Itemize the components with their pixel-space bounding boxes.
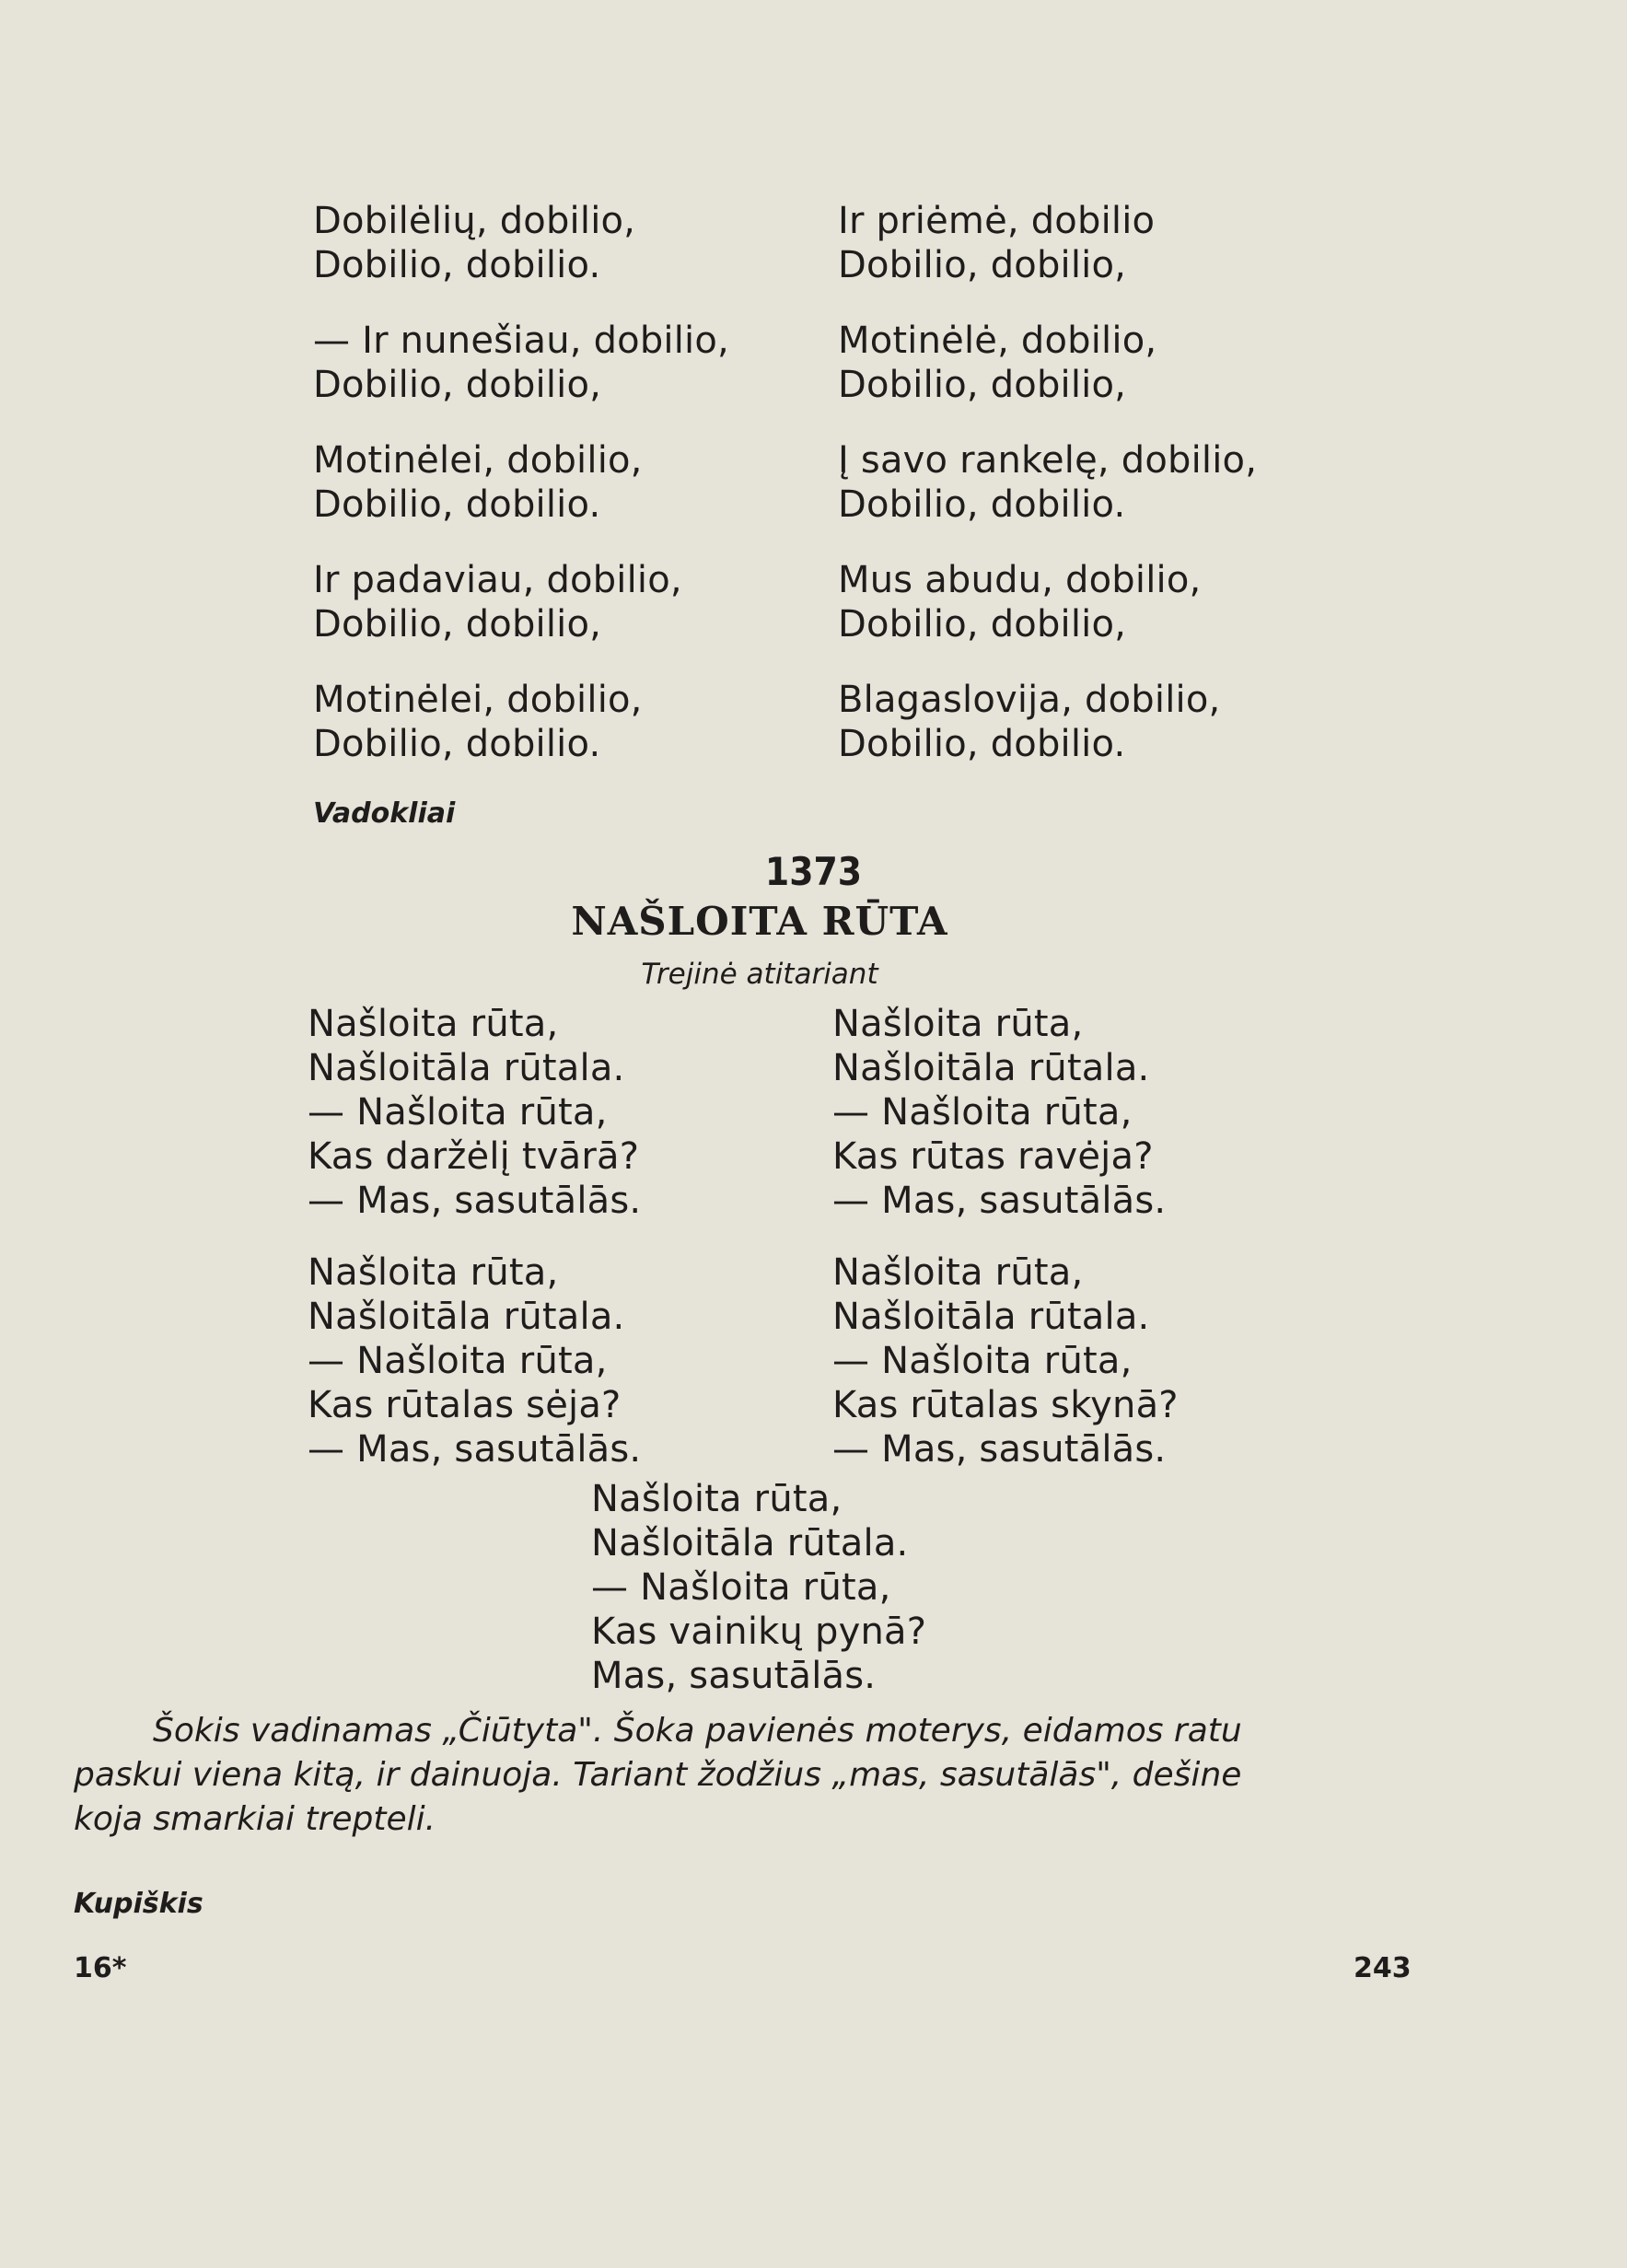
verse-line: Dobilio, dobilio. (838, 483, 1126, 526)
verse-line: Dobilio, dobilio. (838, 723, 1126, 765)
stanza (313, 678, 729, 766)
stanza (832, 1002, 1179, 1223)
verse-line: Našloita rūta, (832, 1251, 1084, 1294)
verse-line: Į savo rankelę, dobilio, (838, 439, 1258, 482)
song-title: NAŠLOITA RŪTA (571, 899, 948, 944)
stanza (832, 1250, 1179, 1471)
verse-line: — Mas, sasutālās. (308, 1428, 642, 1471)
stanza (308, 1250, 641, 1471)
verse-line: — Ir nunešiau, dobilio, (313, 320, 729, 362)
note-line: koja smarkiai trepteli. (74, 1800, 436, 1838)
verse-line: — Mas, sasutālās. (832, 1428, 1167, 1471)
stanza (838, 558, 1257, 646)
stanza (313, 199, 729, 287)
verse-column-bottom-right (832, 1002, 1179, 1503)
stanza (838, 678, 1257, 766)
verse-line: Mus abudu, dobilio, (838, 559, 1202, 601)
stanza (313, 558, 729, 646)
verse-line: Dobilio, dobilio, (313, 603, 602, 646)
note-line: paskui viena kitą, ir dainuoja. Tariant žodžius „mas, sasutālās", dešine (74, 1756, 1242, 1794)
verse-line: — Našloita rūta, (308, 1340, 608, 1382)
song-subtitle: Trejinė atitariant (641, 958, 878, 991)
verse-line: Našloitāla rūtala. (308, 1296, 625, 1338)
verse-line: Motinėlei, dobilio, (313, 679, 643, 721)
verse-line: — Našloita rūta, (591, 1566, 891, 1609)
stanza (313, 319, 729, 407)
stanza (838, 319, 1257, 407)
verse-line: Dobilėlių, dobilio, (313, 200, 636, 242)
verse-line: Dobilio, dobilio, (313, 364, 602, 406)
verse-line: Dobilio, dobilio. (313, 244, 601, 286)
verse-line: Motinėlė, dobilio, (838, 320, 1157, 362)
verse-line: Našloitāla rūtala. (832, 1047, 1150, 1089)
verse-line: — Mas, sasutālās. (832, 1180, 1167, 1222)
verse-line: Ir priėmė, dobilio (838, 200, 1156, 242)
verse-line: Ir padaviau, dobilio, (313, 559, 682, 601)
signature-mark: 16* (74, 1952, 127, 1984)
verse-line: — Našloita rūta, (308, 1091, 608, 1134)
verse-line: Kas rūtalas sėja? (308, 1384, 622, 1426)
verse-column-top-right (838, 199, 1257, 797)
verse-line: Našloita rūta, (832, 1003, 1084, 1045)
verse-center-stanza (591, 1477, 926, 1698)
verse-line: Našloitāla rūtala. (832, 1296, 1150, 1338)
verse-line: Motinėlei, dobilio, (313, 439, 643, 482)
verse-line: Dobilio, dobilio. (313, 483, 601, 526)
verse-line: Kas daržėlį tvārā? (308, 1135, 640, 1178)
verse-line: Našloitāla rūtala. (308, 1047, 625, 1089)
verse-line: Našloitāla rūtala. (591, 1522, 909, 1564)
verse-line: Našloita rūta, (308, 1003, 559, 1045)
verse-line: — Našloita rūta, (832, 1340, 1133, 1382)
stanza (313, 438, 729, 527)
page-number: 243 (1354, 1952, 1412, 1984)
verse-line: Dobilio, dobilio, (838, 603, 1127, 646)
verse-line: Mas, sasutālās. (591, 1655, 877, 1697)
place-label: Vadokliai (313, 797, 456, 830)
stanza (838, 199, 1257, 287)
stanza (838, 438, 1257, 527)
verse-line: Kas vainikų pynā? (591, 1611, 927, 1653)
verse-line: Dobilio, dobilio. (313, 723, 601, 765)
note-line: Šokis vadinamas „Čiūtyta". Šoka pavienės moterys, eidamos ratu (153, 1712, 1242, 1750)
verse-line: — Mas, sasutālās. (308, 1180, 642, 1222)
verse-column-top-left (313, 199, 729, 797)
place-label: Kupiškis (74, 1888, 203, 1920)
stanza (308, 1002, 641, 1223)
verse-line: Kas rūtas ravėja? (832, 1135, 1154, 1178)
verse-line: Dobilio, dobilio, (838, 244, 1127, 286)
verse-column-bottom-left (308, 1002, 641, 1503)
verse-line: Našloita rūta, (308, 1251, 559, 1294)
song-number: 1373 (764, 849, 863, 894)
verse-line: Dobilio, dobilio, (838, 364, 1127, 406)
verse-line: Blagaslovija, dobilio, (838, 679, 1221, 721)
verse-line: Našloita rūta, (591, 1478, 843, 1520)
verse-line: — Našloita rūta, (832, 1091, 1133, 1134)
dance-note (74, 1709, 1409, 1842)
verse-line: Kas rūtalas skynā? (832, 1384, 1179, 1426)
